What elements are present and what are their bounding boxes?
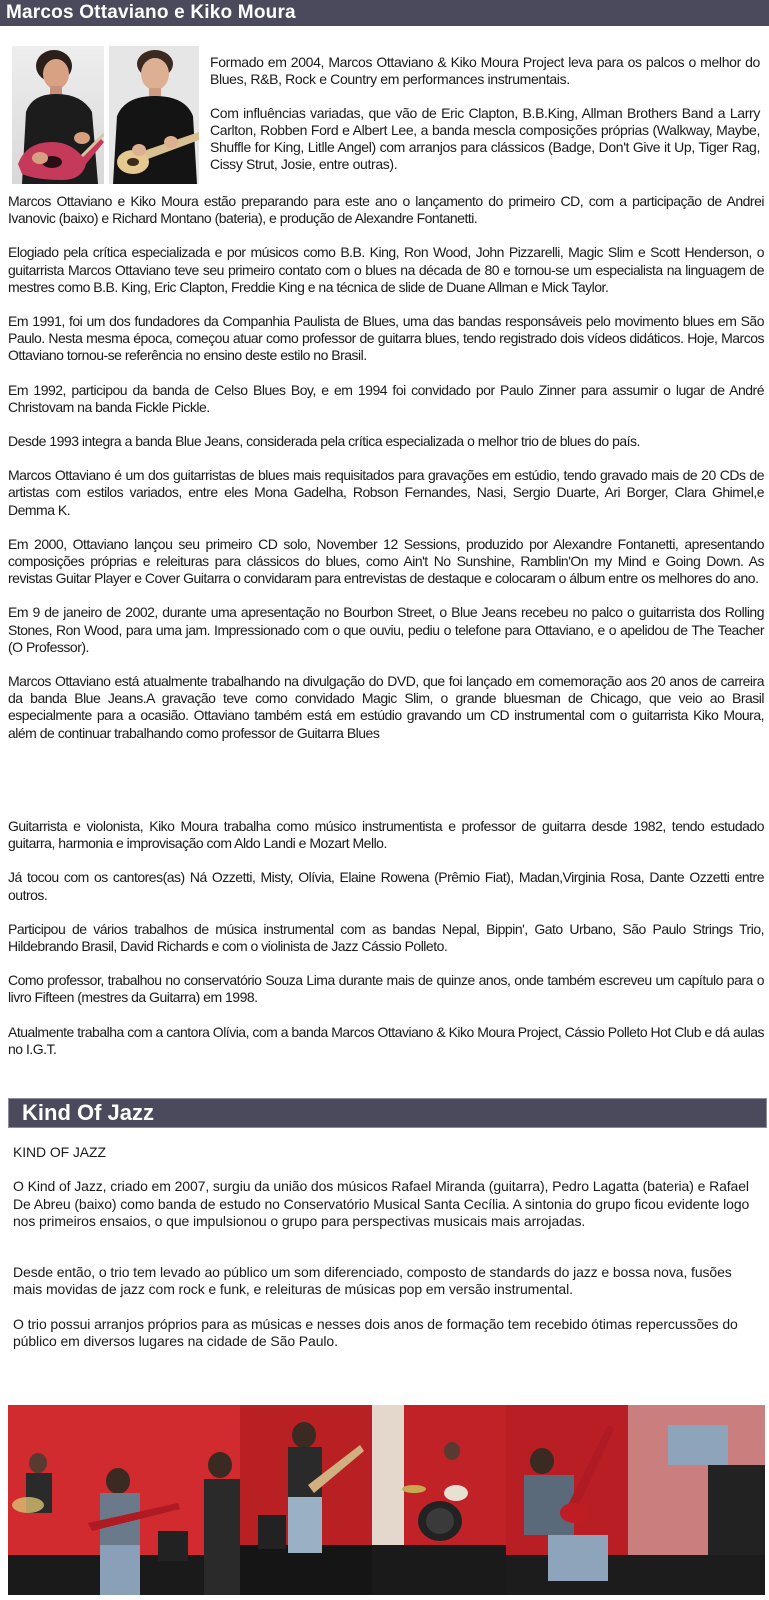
band-photo-3 bbox=[372, 1405, 506, 1595]
section-title: Kind Of Jazz bbox=[22, 1100, 155, 1125]
bio-paragraph: Em 1992, participou da banda de Celso Blues Boy, e em 1994 foi convidado por Paulo Zinner para assumir o lugar de André Christovam na banda Fickle Pickle. bbox=[8, 381, 764, 415]
section-header-kind-of-jazz bbox=[8, 1098, 767, 1128]
kiko-biography bbox=[8, 818, 764, 1075]
intro-text bbox=[210, 54, 760, 190]
bio-paragraph: Em 9 de janeiro de 2002, durante uma apresentação no Bourbon Street, o Blue Jeans recebeu no palco o guitarrista dos Rolling Stones, Ron Wood, para uma jam. Impressionado com o que ouviu, pediu o telefone para Ottaviano, e o apelidou de The Teacher (O Professor). bbox=[8, 604, 764, 655]
bio-paragraph: Em 2000, Ottaviano lançou seu primeiro CD solo, November 12 Sessions, produzido por Alexandre Fontanetti, apresentando composições próprias e releituras para clássicos do blues, como Ain't No Sunshine, Ramblin'On my Mind e Going Down. As revistas Guitar Player e Cover Guitarra o convidaram para entrevistas de destaque e colocaram o álbum entre os melhores do ano. bbox=[8, 535, 764, 587]
band-photo-strip bbox=[8, 1405, 765, 1595]
bio-paragraph: Como professor, trabalhou no conservatório Souza Lima durante mais de quinze anos, onde também escreveu um capítulo para o livro Fifteen (mestres da Guitarra) em 1998. bbox=[8, 972, 764, 1006]
bio-paragraph: Guitarrista e violonista, Kiko Moura trabalha como músico instrumentista e professor de guitarra desde 1982, tendo estudado guitarra, harmonia e improvisação com Aldo Landi e Mozart Mello. bbox=[8, 818, 764, 852]
bio-paragraph: Já tocou com os cantores(as) Ná Ozzetti, Misty, Olívia, Elaine Rowena (Prêmio Fiat), Madan,Virginia Rosa, Dante Ozzetti entre outros. bbox=[8, 869, 764, 903]
bio-paragraph: Atualmente trabalha com a cantora Olívia, com a banda Marcos Ottaviano & Kiko Moura Project, Cássio Polleto Hot Club e dá aulas no I.G.T. bbox=[8, 1023, 764, 1057]
bio-paragraph: Marcos Ottaviano está atualmente trabalhando na divulgação do DVD, que foi lançado em comemoração aos 20 anos de carreira da banda Blue Jeans.A gravação teve como convidado Magic Slim, o grande bluesman de Chicago, que veio ao Brasil especialmente para a ocasião. Ottaviano também está em estúdio gravando um CD instrumental com o guitarrista Kiko Moura, além de continuar trabalhando como professor de Guitarra Blues bbox=[8, 673, 764, 741]
jazz-paragraph: O Kind of Jazz, criado em 2007, surgiu da união dos músicos Rafael Miranda (guitarra), Pedro Lagatta (bateria) e Rafael De Abreu (baixo) como banda de estudo no Conservatório Musical Santa Cecília. A sintonia do grupo ficou evidente logo nos primeiros ensaios, o que impulsionou o grupo para perspectivas musicais mais arrojadas. bbox=[13, 1178, 750, 1229]
section-header-marcos-kiko bbox=[0, 0, 769, 26]
band-photo-4 bbox=[506, 1405, 765, 1595]
band-photo-2 bbox=[240, 1405, 372, 1595]
intro-paragraph: Formado em 2004, Marcos Ottaviano & Kiko Moura Project leva para os palcos o melhor do Blues, R&B, Rock e Country em performances instrumentais. bbox=[210, 54, 760, 87]
bio-paragraph: Marcos Ottaviano é um dos guitarristas de blues mais requisitados para gravações em estúdio, tendo gravado mais de 20 CDs de artistas com estilos variados, entre eles Mona Gadelha, Robson Fernandes, Nasi, Sergio Duarte, Ari Borger, Clara Ghimel,e Demma K. bbox=[8, 467, 764, 518]
kiko-moura-photo bbox=[109, 46, 199, 184]
jazz-paragraph: O trio possui arranjos próprios para as músicas e nesses dois anos de formação tem recebido ótimas repercussões do público em diversos lugares na cidade de São Paulo. bbox=[13, 1315, 738, 1350]
bio-paragraph: Participou de vários trabalhos de música instrumental com as bandas Nepal, Bippin', Gato Urbano, São Paulo Strings Trio, Hildebrando Brasil, David Richards e com o violinista de Jazz Cássio Polleto. bbox=[8, 920, 764, 955]
marcos-ottaviano-photo bbox=[12, 46, 104, 184]
bio-paragraph: Desde 1993 integra a banda Blue Jeans, considerada pela crítica especializada o melhor trio de blues do país. bbox=[8, 433, 640, 450]
kind-of-jazz-text bbox=[13, 1144, 753, 1367]
jazz-paragraph: Desde então, o trio tem levado ao público um som diferenciado, composto de standards do jazz e bossa nova, fusões mais movidas de jazz com rock e funk, e releituras de músicas pop em versão instrumental. bbox=[13, 1264, 732, 1298]
bio-paragraph: Marcos Ottaviano e Kiko Moura estão preparando para este ano o lançamento do primeiro CD, com a participação de Andrei Ivanovic (baixo) e Richard Montano (bateria), e produção de Alexandre Fontanetti. bbox=[8, 193, 764, 227]
bio-paragraph: Elogiado pela crítica especializada e por músicos como B.B. King, Ron Wood, John Pizzarelli, Magic Slim e Scott Henderson, o guitarrista Marcos Ottaviano teve seu primeiro contato com o blues na década de 80 e tornou-se um especialista na linguagem de mestres como B.B. King, Eric Clapton, Freddie King e na técnica de slide de Duane Allman e Mick Taylor. bbox=[8, 244, 764, 295]
bio-paragraph: Em 1991, foi um dos fundadores da Companhia Paulista de Blues, uma das bandas responsáveis pelo movimento blues em São Paulo. Nesta mesma época, começou atuar como professor de guitarra blues, tendo registrado dois vídeos didáticos. Hoje, Marcos Ottaviano tornou-se referência no ensino deste estilo no Brasil. bbox=[8, 313, 764, 364]
intro-paragraph: Com influências variadas, que vão de Eric Clapton, B.B.King, Allman Brothers Band a Larry Carlton, Robben Ford e Albert Lee, a banda mescla composições próprias (Walkway, Maybe, Shuffle for King, Litlle Angel) com arranjos para clássicos (Badge, Don't Give it Up, Tiger Rag, Cissy Strut, Josie, entre outras). bbox=[210, 105, 760, 172]
section-title: Marcos Ottaviano e Kiko Moura bbox=[6, 2, 296, 23]
jazz-heading: KIND OF JAZZ bbox=[13, 1144, 106, 1160]
band-photo-1 bbox=[8, 1405, 240, 1595]
marcos-biography bbox=[8, 193, 764, 759]
